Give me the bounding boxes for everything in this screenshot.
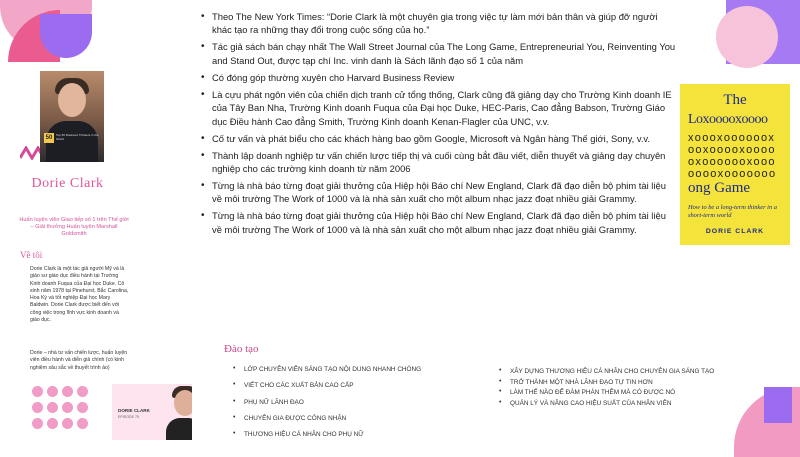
bio-bullet: • Thành lập doanh nghiệp tư vấn chiến lược tiếp thị và cuối cùng bắt đầu viết, diễn thuyết và giảng dạy chuyên nghiệp cho các trường kinh doanh từ năm 2006 xyxy=(198,149,676,176)
book-cover xyxy=(680,84,790,245)
education-heading: Đào tạo xyxy=(224,343,259,355)
book-author: DORIE CLARK xyxy=(705,228,765,235)
book-title-line2: Loxooooxoooo xyxy=(688,112,768,127)
education-list-left xyxy=(232,366,472,447)
profile-photo xyxy=(40,71,104,162)
book-pattern-row: oxooooooxooo xyxy=(688,156,776,168)
book-pattern-row: ooxooooxoooo xyxy=(688,144,776,156)
book-title-line1: The xyxy=(723,92,747,108)
education-item: • QUẢN LÝ VÀ NÂNG CAO HIỆU SUẤT CỦA NHÂN VIÊN xyxy=(498,400,718,408)
photo-caption: Top 50 Business Thinkers in the World xyxy=(56,133,99,141)
bio-bullet: • Là cựu phát ngôn viên của chiến dịch tranh cử tổng thống, Clark cũng đã giảng dạy cho Trường Kinh doanh IE của Tây Ban Nha, Trường Kinh doanh Fuqua của Đại học Duke, HEC-Paris, Cao đẳng Babson, Trường Giáo dục Điều hành Cao đẳng Smith, Trường Kinh doanh Kenan-Flagler của UNC, v.v. xyxy=(198,88,676,128)
bio-bullet: • Từng là nhà báo từng đoạt giải thưởng của Hiệp hội Báo chí New England, Clark đã đạo diễn bộ phim tài liệu về môi trường The Work of 1000 và là nhà sản xuất cho một album nhạc jazz đoạt nhiều giải Grammy. xyxy=(198,209,676,236)
education-item: • TRỞ THÀNH MỘT NHÀ LÃNH ĐẠO TỰ TIN HƠN xyxy=(498,379,718,387)
decor-shape-purple-bottom xyxy=(764,387,792,423)
bio-bullet: • Từng là nhà báo từng đoạt giải thưởng của Hiệp hội Báo chí New England, Clark đã đạo diễn bộ phim tài liệu về môi trường The Work of 1000 và là nhà sản xuất cho một album nhạc jazz đoạt nhiều giải Grammy. xyxy=(198,179,676,206)
education-item: • PHỤ NỮ LÃNH ĐẠO xyxy=(232,399,472,407)
dot-grid-decor xyxy=(32,386,87,429)
book-subtitle: How to be a long-term thinker in a short-term world xyxy=(688,204,777,219)
bio-bullet-list xyxy=(198,10,676,240)
about-paragraph: Dorie – nhà tư vấn chiến lược, huấn luyện viên điều hành và diễn giả chính (có kinh nghiệm sâu sắc về thuyết trình ảo) xyxy=(30,350,128,371)
education-item: • LÀM THẾ NÀO ĐỂ ĐÀM PHÁN THÊM MÀ CÓ ĐƯỢC NÓ xyxy=(498,389,718,397)
education-item: • VIẾT CHO CÁC XUẤT BẢN CAO CẤP xyxy=(232,382,472,390)
education-item: • CHUYÊN GIA ĐƯỢC CÔNG NHẬN xyxy=(232,415,472,423)
about-paragraph: Dorie Clark là một tác giả người Mỹ và là giáo sư giáo dục điều hành tại Trường Kinh doanh Fuqua của Đại học Duke. Cô sinh năm 1978 tại Pinehurst, Bắc Carolina, Hoa Kỳ và tốt nghiệp Đại học Mary Baldwin. Dorie Clark được biết đến với công việc trong lĩnh vực kinh doanh và giáo dục. xyxy=(30,266,129,324)
book-pattern-row: ooooxooooooo xyxy=(688,168,777,180)
bio-bullet: • Theo The New York Times: “Dorie Clark là một chuyên gia trong việc tự làm mới bản thân và giúp đỡ người khác tạo ra những thay đổi trong cuộc sống của họ.” xyxy=(198,10,676,37)
thumbnail-subtitle: EPISODE 75 xyxy=(118,415,139,419)
bio-bullet: • Tác giả sách bán chạy nhất The Wall Street Journal của The Long Game, Entrepreneurial You, Reinventing You and Stand Out, được tạp chí Inc. vinh danh là Sách lãnh đạo số 1 của năm xyxy=(198,40,676,67)
decor-circle-pink xyxy=(716,6,778,68)
about-heading: Về tôi xyxy=(20,250,43,260)
education-item: • XÂY DỰNG THƯƠNG HIỆU CÁ NHÂN CHO CHUYÊN GIA SÁNG TẠO xyxy=(498,368,718,376)
education-list-right xyxy=(498,368,718,410)
education-item: • THƯƠNG HIỆU CÁ NHÂN CHO PHỤ NỮ xyxy=(232,431,472,439)
profile-name: Dorie Clark xyxy=(31,176,104,191)
thumbnail-name: DORIE CLARK xyxy=(118,408,150,413)
decor-shape-purple xyxy=(40,14,92,58)
book-title-line3: ong Game xyxy=(688,180,751,196)
bio-bullet: • Cố tư vấn và phát biểu cho các khách hàng bao gồm Google, Microsoft và Ngân hàng Thế giới, Sony, v.v. xyxy=(198,132,676,145)
video-thumbnail xyxy=(112,384,192,440)
education-item: • LỚP CHUYÊN VIÊN SÁNG TẠO NỘI DUNG NHANH CHÓNG xyxy=(232,366,472,374)
photo-badge: 50 xyxy=(45,135,53,141)
profile-subtitle: Huấn luyện viên Giao tiếp số 1 trên Thế giới – Giải thưởng Huấn luyện Marshall Goldsmith xyxy=(19,217,129,237)
book-pattern-row: xoooxoooooox xyxy=(688,132,776,144)
bio-bullet: • Có đóng góp thường xuyên cho Harvard Business Review xyxy=(198,71,676,84)
